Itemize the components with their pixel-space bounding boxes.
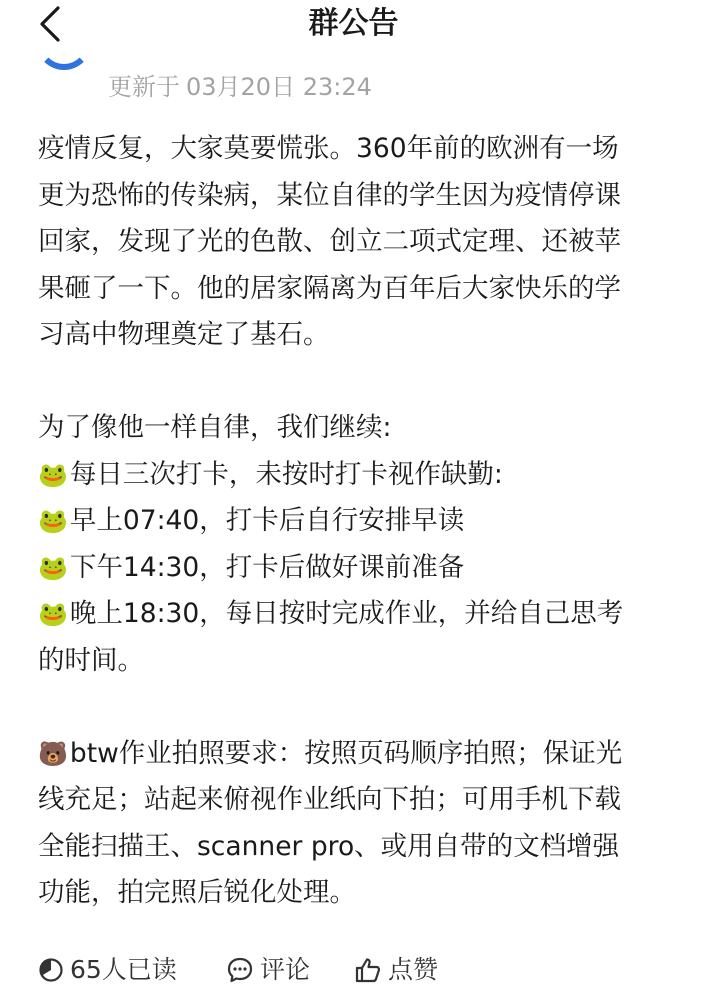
body-line-text: 果砸了一下。他的居家隔离为百年后大家快乐的学	[38, 272, 621, 304]
body-line	[38, 219, 678, 266]
body-line	[38, 777, 678, 824]
body-line-text: btw作业拍照要求：按照页码顺序拍照；保证光	[69, 737, 623, 769]
bear-emoji-icon: 🐻	[38, 739, 68, 768]
frog-emoji-icon: 🐸	[38, 507, 68, 535]
like-label: 点赞	[388, 955, 439, 984]
read-pie-icon	[38, 957, 64, 983]
body-line-text: 晚上18:30，每日按时完成作业，并给自己思考	[69, 598, 624, 629]
body-line	[38, 684, 678, 731]
body-line	[38, 173, 678, 220]
comment-label: 评论	[260, 955, 311, 984]
body-line	[38, 452, 678, 499]
body-line	[38, 638, 678, 685]
frog-emoji-icon: 🐸	[38, 553, 68, 582]
body-line-text: 回家，发现了光的色散、创立二项式定理、还被苹	[38, 226, 621, 257]
comment-icon	[226, 956, 254, 984]
announcement-body	[38, 126, 678, 917]
frog-emoji-icon: 🐸	[38, 460, 68, 489]
body-line	[38, 870, 678, 917]
body-line-text: 下午14:30，打卡后做好课前准备	[69, 551, 465, 583]
thumbs-up-icon	[354, 956, 382, 984]
updated-time: 03月20日 23:24	[186, 73, 372, 101]
body-line	[38, 498, 678, 545]
read-count-label: 65人已读	[70, 955, 177, 984]
body-line	[38, 731, 678, 778]
body-line-text: 为了像他一样自律，我们继续:	[38, 412, 392, 443]
body-line	[38, 266, 678, 313]
body-line-text: 早上07:40，打卡后自行安排早读	[69, 505, 465, 536]
body-line	[38, 545, 678, 592]
page-title: 群公告	[308, 6, 399, 41]
like-button[interactable]	[354, 950, 438, 990]
body-line-text: 全能扫描王、scanner pro、或用自带的文档增强	[38, 830, 620, 862]
comment-button[interactable]	[226, 950, 310, 990]
body-line-text: 疫情反复，大家莫要慌张。360年前的欧洲有一场	[38, 133, 619, 164]
body-line	[38, 591, 678, 638]
avatar[interactable]	[36, 14, 92, 70]
body-line	[38, 312, 678, 359]
body-line-text: 功能，拍完照后锐化处理。	[38, 877, 356, 908]
read-count[interactable]	[38, 950, 177, 990]
body-line-text: 习高中物理奠定了基石。	[38, 319, 330, 350]
header	[0, 0, 707, 52]
body-line	[38, 126, 678, 173]
body-line	[38, 824, 678, 871]
body-line-text: 更为恐怖的传染病，某位自律的学生因为疫情停课	[38, 179, 621, 211]
footer-bar	[38, 950, 678, 990]
body-line-text: 每日三次打卡，未按时打卡视作缺勤:	[69, 458, 503, 490]
frog-emoji-icon: 🐸	[38, 600, 68, 628]
updated-prefix: 更新于	[108, 73, 180, 101]
updated-meta	[108, 70, 378, 104]
body-line	[38, 359, 678, 406]
body-line	[38, 405, 678, 452]
body-line-text: 线充足；站起来俯视作业纸向下拍；可用手机下载	[38, 784, 621, 815]
body-line-text: 的时间。	[38, 644, 144, 676]
